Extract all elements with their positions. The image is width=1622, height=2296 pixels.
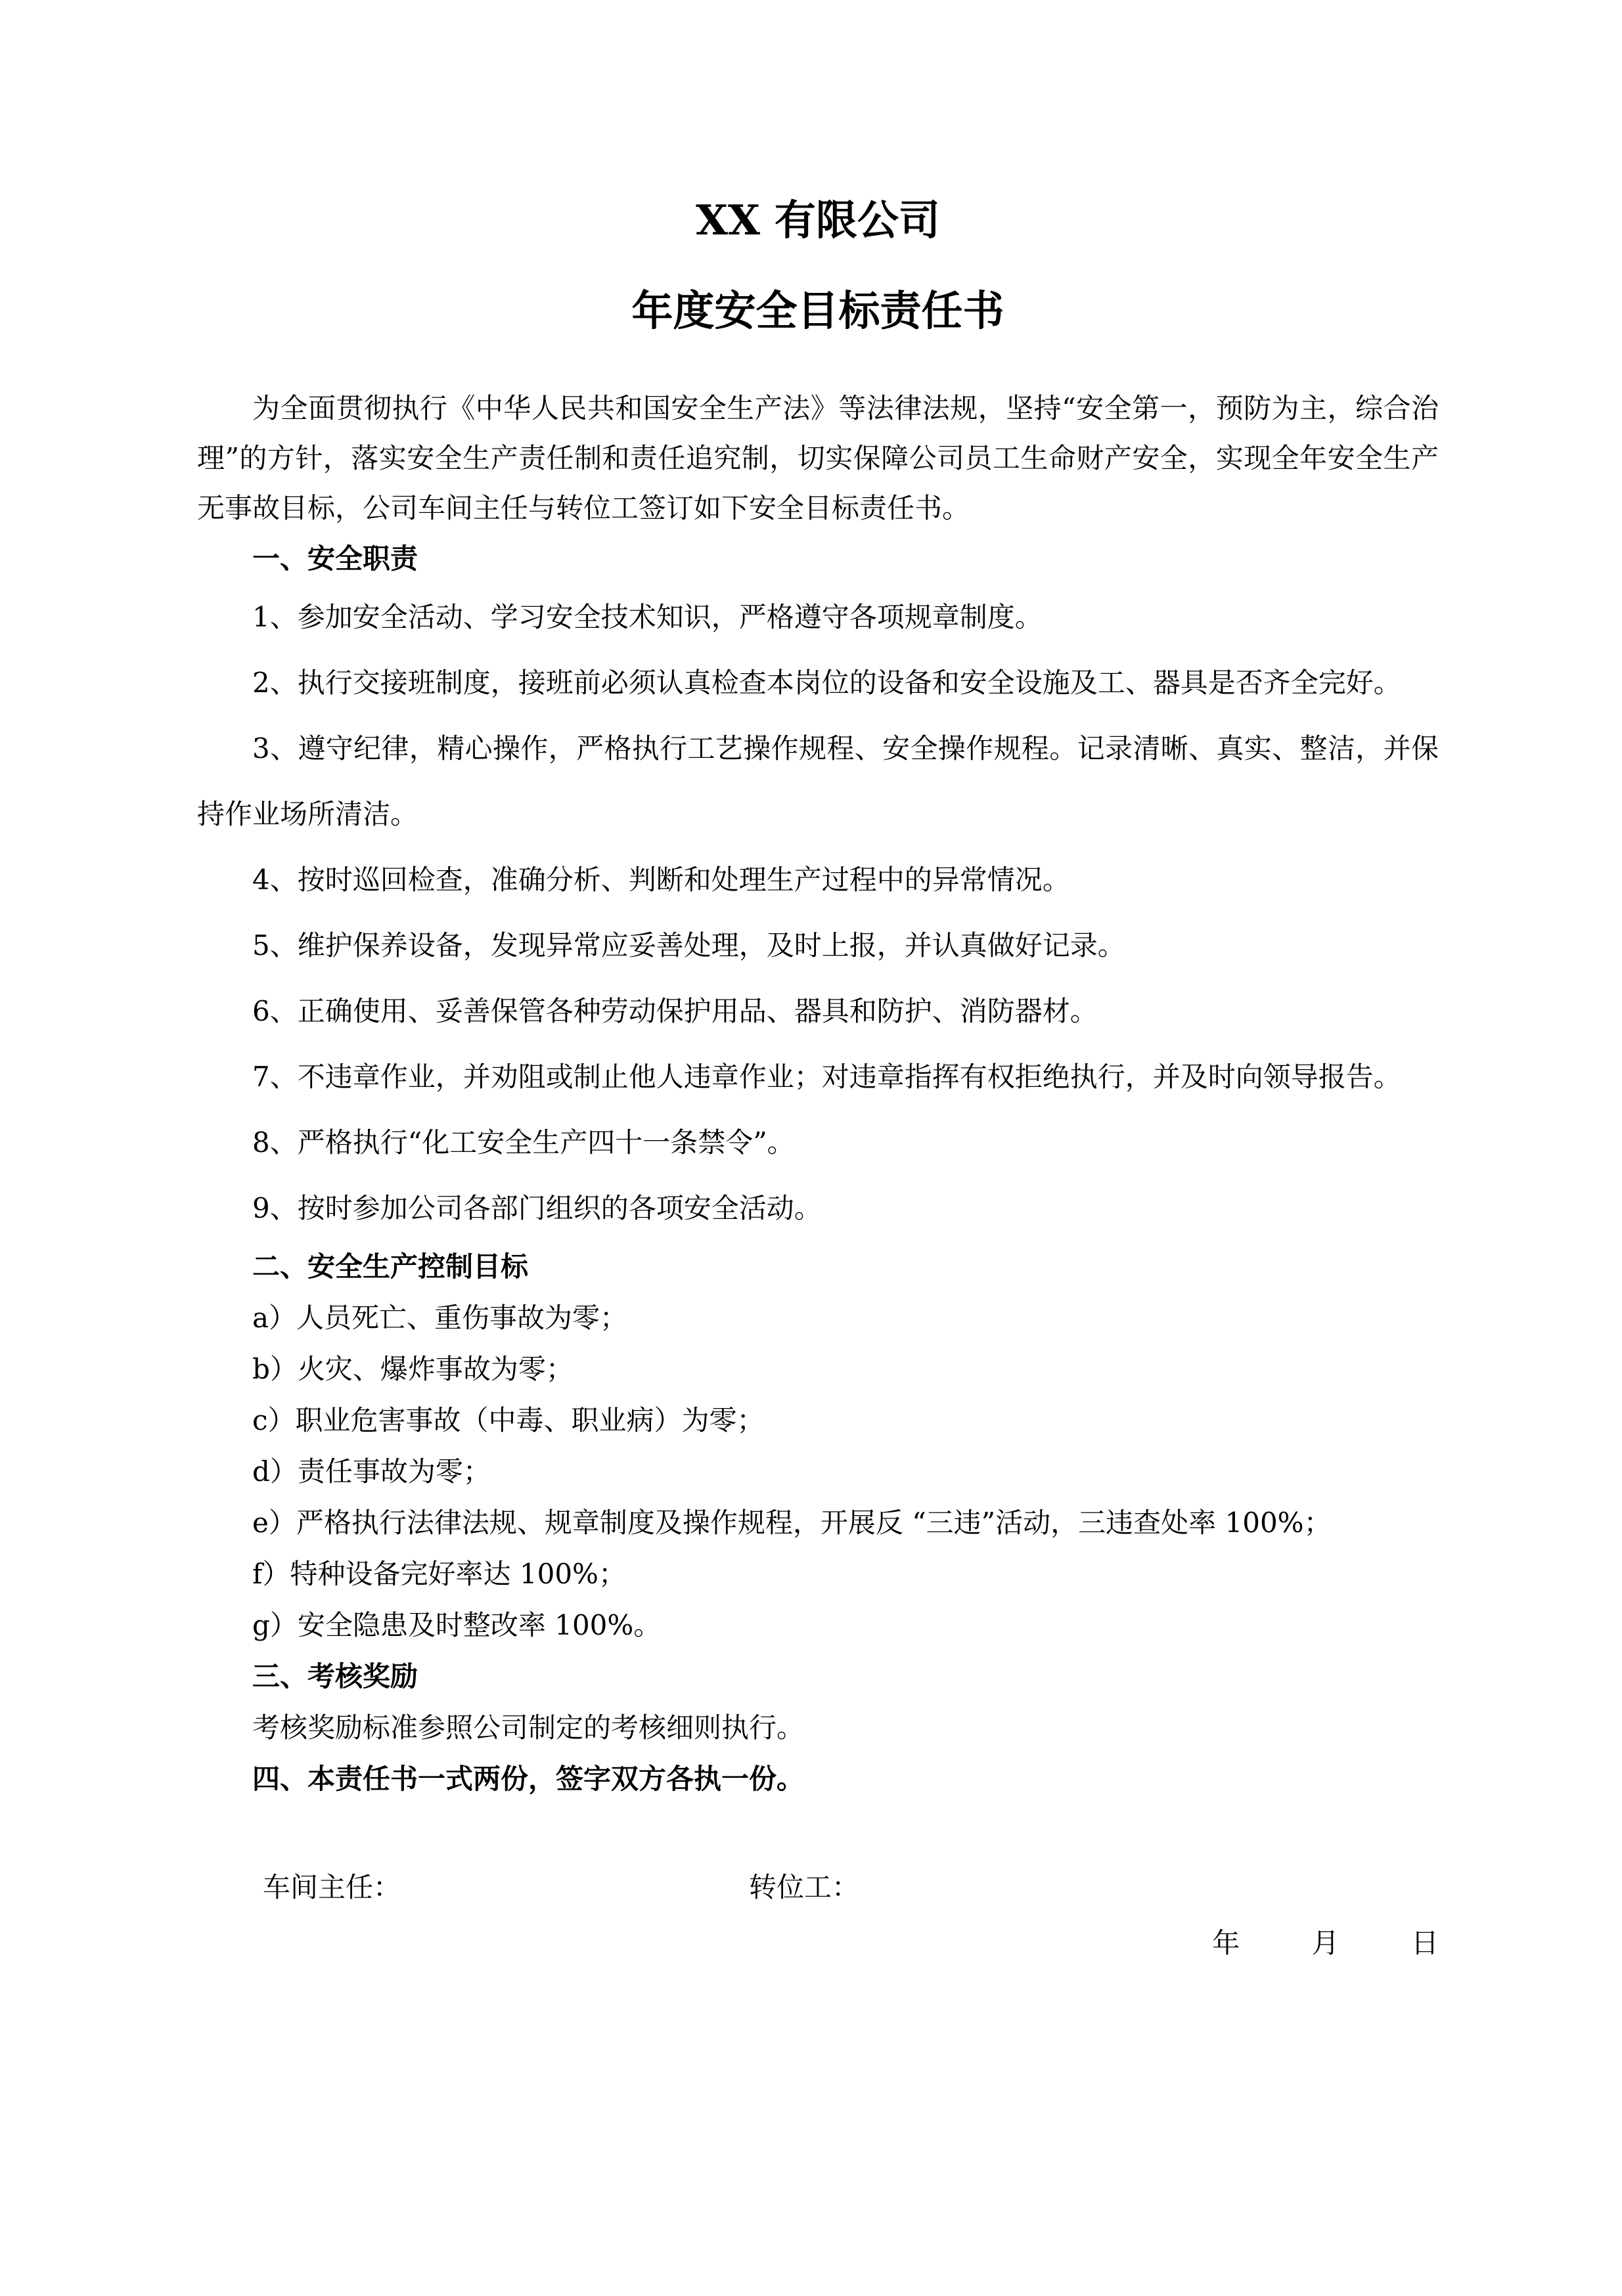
duty-item-3: 3、遵守纪律，精心操作，严格执行工艺操作规程、安全操作规程。记录清晰、真实、整洁，并保持作业场所清洁。 (197, 732, 1439, 830)
date-row (197, 1918, 1439, 1969)
section-3-heading: 三、考核奖励 (252, 1660, 418, 1692)
target-item-d: d）责任事故为零； (252, 1455, 491, 1488)
date-year-label: 年 (1212, 1927, 1240, 1959)
date-day-label: 日 (1410, 1927, 1439, 1959)
target-item-b: b）火灾、爆炸事故为零； (252, 1353, 574, 1385)
target-item-c: c）职业危害事故（中毒、职业病）为零； (252, 1404, 765, 1436)
transfer-worker-label: 转位工： (749, 1871, 860, 1903)
duty-item-8: 8、严格执行“化工安全生产四十一条禁令”。 (252, 1126, 795, 1159)
duty-item-9: 9、按时参加公司各部门组织的各项安全活动。 (252, 1192, 822, 1224)
document-title: XX 有限公司 (696, 196, 940, 244)
document-content (197, 197, 1439, 1969)
section-2-heading: 二、安全生产控制目标 (252, 1250, 529, 1283)
target-item-e: e）严格执行法律法规、规章制度及操作规程，开展反 “三违”活动，三违查处率 100%； (252, 1507, 1332, 1539)
duty-item-5: 5、维护保养设备，发现异常应妥善处理，及时上报，并认真做好记录。 (252, 929, 1125, 961)
duty-item-1: 1、参加安全活动、学习安全技术知识，严格遵守各项规章制度。 (252, 601, 1043, 633)
section-3-body: 考核奖励标准参照公司制定的考核细则执行。 (252, 1711, 805, 1744)
date-month-label: 月 (1311, 1927, 1340, 1959)
duty-item-2: 2、执行交接班制度，接班前必须认真检查本岗位的设备和安全设施及工、器具是否齐全完好。 (252, 667, 1401, 699)
workshop-director-label: 车间主任： (263, 1871, 401, 1903)
duty-item-6: 6、正确使用、妥善保管各种劳动保护用品、器具和防护、消防器材。 (252, 995, 1098, 1027)
duty-item-7: 7、不违章作业，并劝阻或制止他人违章作业；对违章指挥有权拒绝执行，并及时向领导报告。 (252, 1061, 1401, 1093)
section-4-heading: 四、本责任书一式两份，签字双方各执一份。 (252, 1763, 805, 1795)
section-1-heading: 一、安全职责 (252, 542, 418, 575)
target-item-f: f）特种设备完好率达 100%； (252, 1558, 626, 1590)
intro-paragraph: 为全面贯彻执行《中华人民共和国安全生产法》等法律法规，坚持“安全第一，预防为主，综合治理”的方针，落实安全生产责任制和责任追究制，切实保障公司员工生命财产安全，实现全年安全生产无事故目标，公司车间主任与转位工签订如下安全目标责任书。 (197, 392, 1439, 524)
duty-item-4: 4、按时巡回检查，准确分析、判断和处理生产过程中的异常情况。 (252, 864, 1070, 896)
signature-row (197, 1861, 1439, 1914)
target-item-a: a）人员死亡、重伤事故为零； (252, 1302, 628, 1334)
target-item-g: g）安全隐患及时整改率 100%。 (252, 1609, 662, 1641)
document-subtitle: 年度安全目标责任书 (631, 286, 1004, 335)
